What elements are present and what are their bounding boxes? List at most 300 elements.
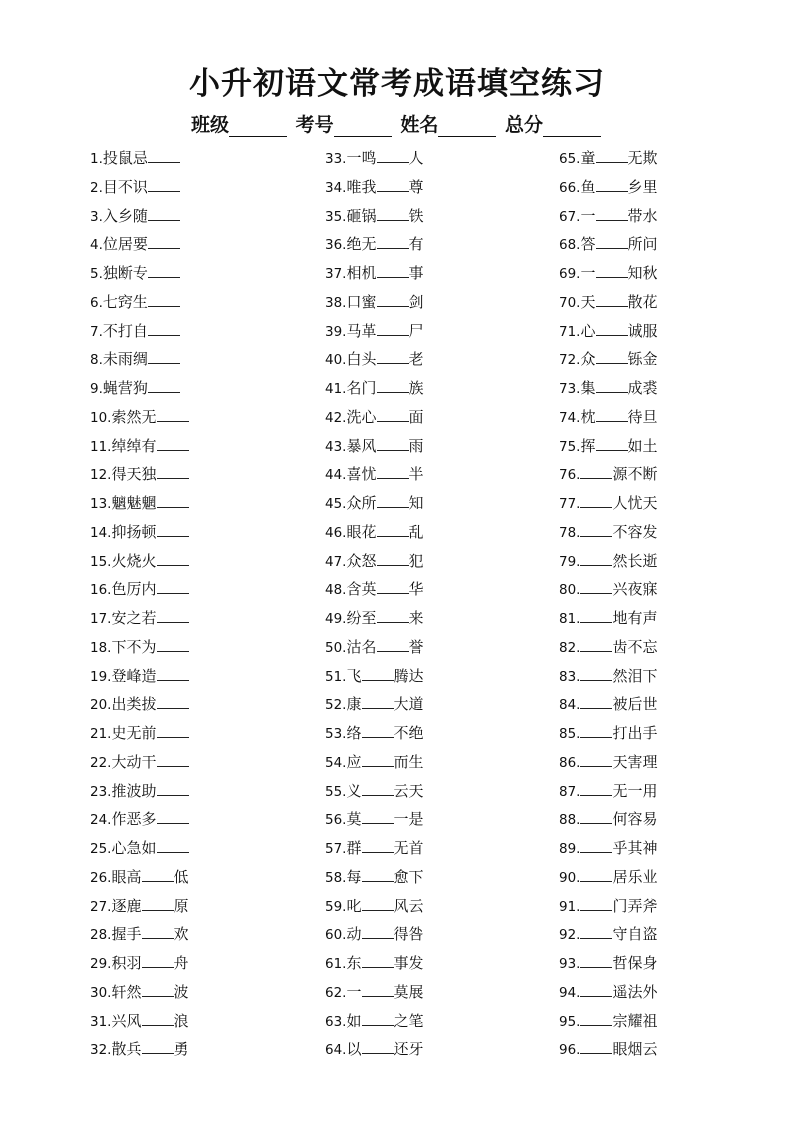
item-number: 23. (90, 783, 112, 800)
idiom-prefix: 眼花 (346, 522, 377, 541)
answer-blank[interactable] (142, 867, 174, 882)
idiom-suffix: 诚服 (627, 321, 658, 340)
idiom-item (90, 1009, 310, 1038)
idiom-suffix: 齿不忘 (612, 637, 658, 656)
answer-blank[interactable] (362, 953, 394, 968)
idiom-item (325, 779, 545, 808)
answer-blank[interactable] (377, 436, 409, 451)
item-number: 89. (559, 841, 581, 857)
idiom-item (559, 434, 779, 463)
idiom-item (90, 692, 310, 721)
idiom-item (90, 980, 310, 1009)
answer-blank[interactable] (142, 1011, 174, 1026)
item-number: 74. (559, 409, 581, 426)
idiom-prefix: 叱 (346, 896, 362, 915)
item-number: 65. (559, 151, 581, 167)
idiom-prefix: 每 (346, 867, 362, 886)
idiom-item (90, 347, 310, 376)
idiom-suffix: 眼烟云 (612, 1040, 658, 1059)
item-number: 1. (90, 151, 103, 167)
item-number: 87. (559, 783, 581, 800)
item-number: 96. (559, 1042, 581, 1059)
idiom-item (559, 721, 779, 750)
idiom-prefix: 康 (346, 695, 362, 714)
idiom-prefix: 兴风 (111, 1011, 142, 1030)
idiom-item (559, 692, 779, 721)
idiom-suffix: 来 (408, 609, 424, 627)
item-number: 79. (559, 553, 581, 570)
name-blank[interactable] (438, 118, 496, 137)
answer-blank[interactable] (377, 522, 409, 537)
idiom-suffix: 犯 (408, 551, 424, 570)
item-number: 73. (559, 381, 581, 397)
item-number: 55. (325, 783, 347, 800)
idiom-item (559, 750, 779, 779)
idiom-prefix: 目不识 (102, 177, 148, 196)
answer-blank[interactable] (362, 924, 394, 939)
item-number: 47. (325, 553, 347, 570)
total-score-blank[interactable] (543, 118, 601, 137)
item-number: 42. (325, 409, 347, 426)
idiom-item (325, 1009, 545, 1038)
idiom-prefix: 童 (580, 149, 596, 167)
answer-blank[interactable] (580, 723, 612, 738)
item-number: 80. (559, 582, 581, 599)
item-number: 16. (90, 582, 112, 599)
answer-blank[interactable] (377, 493, 409, 508)
idiom-suffix: 居乐业 (612, 867, 658, 886)
idiom-item (90, 951, 310, 980)
idiom-suffix: 无一用 (612, 781, 658, 800)
idiom-item (90, 577, 310, 606)
idiom-suffix: 地有声 (612, 609, 658, 627)
answer-blank[interactable] (362, 982, 394, 997)
idiom-suffix: 腾达 (393, 666, 424, 685)
idiom-prefix: 绝无 (346, 235, 377, 254)
idiom-suffix: 半 (408, 465, 424, 484)
item-number: 35. (325, 208, 347, 225)
answer-blank[interactable] (362, 1011, 394, 1026)
item-number: 25. (90, 841, 112, 857)
answer-blank[interactable] (580, 752, 612, 767)
item-number: 24. (90, 812, 112, 829)
item-number: 63. (325, 1013, 347, 1030)
answer-blank[interactable] (580, 809, 612, 824)
idiom-item (90, 922, 310, 951)
answer-blank[interactable] (377, 177, 409, 192)
answer-blank[interactable] (596, 436, 628, 451)
idiom-prefix: 飞 (346, 666, 362, 685)
idiom-suffix: 守自盗 (612, 925, 658, 944)
answer-blank[interactable] (580, 924, 612, 939)
question-column-2 (325, 146, 545, 1066)
item-number: 50. (325, 639, 347, 656)
idiom-prefix: 众怒 (346, 551, 377, 570)
idiom-prefix: 得天独 (111, 465, 157, 484)
answer-blank[interactable] (580, 867, 612, 882)
answer-blank[interactable] (142, 924, 174, 939)
answer-blank[interactable] (377, 637, 409, 652)
exam-number-label: 考号 (295, 114, 334, 136)
idiom-item (90, 807, 310, 836)
answer-blank[interactable] (362, 666, 394, 681)
item-number: 46. (325, 524, 347, 541)
idiom-prefix: 答 (580, 235, 596, 254)
idiom-suffix: 尊 (408, 177, 424, 196)
idiom-prefix: 轩然 (111, 982, 142, 1001)
idiom-item (559, 664, 779, 693)
idiom-item (325, 635, 545, 664)
answer-blank[interactable] (157, 752, 189, 767)
answer-blank[interactable] (580, 579, 612, 594)
idiom-item (90, 491, 310, 520)
idiom-item (325, 175, 545, 204)
idiom-suffix: 知秋 (627, 264, 658, 282)
answer-blank[interactable] (377, 206, 409, 221)
idiom-item (325, 232, 545, 261)
item-number: 8. (90, 352, 103, 369)
item-number: 44. (325, 467, 347, 484)
idiom-item (325, 606, 545, 635)
item-number: 93. (559, 956, 581, 972)
item-number: 56. (325, 812, 347, 829)
idiom-item (90, 204, 310, 233)
idiom-prefix: 独断专 (102, 264, 148, 282)
answer-blank[interactable] (596, 407, 628, 422)
idiom-suffix: 还牙 (393, 1040, 424, 1059)
answer-blank[interactable] (148, 292, 180, 307)
answer-blank[interactable] (157, 637, 189, 652)
answer-blank[interactable] (148, 263, 180, 278)
item-number: 52. (325, 697, 347, 714)
idiom-item (559, 175, 779, 204)
answer-blank[interactable] (157, 723, 189, 738)
answer-blank[interactable] (157, 551, 189, 566)
item-number: 18. (90, 639, 112, 656)
idiom-prefix: 天 (580, 292, 596, 311)
answer-blank[interactable] (362, 781, 394, 796)
answer-blank[interactable] (596, 263, 628, 278)
answer-blank[interactable] (377, 407, 409, 422)
answer-blank[interactable] (362, 896, 394, 911)
answer-blank[interactable] (377, 263, 409, 278)
idiom-suffix: 人忧天 (612, 494, 658, 512)
answer-blank[interactable] (362, 867, 394, 882)
idiom-item (90, 606, 310, 635)
answer-blank[interactable] (596, 321, 628, 336)
answer-blank[interactable] (148, 234, 180, 249)
item-number: 94. (559, 984, 581, 1001)
idiom-prefix: 含英 (346, 580, 377, 599)
idiom-item (90, 462, 310, 491)
idiom-prefix: 大动干 (111, 752, 157, 771)
idiom-item (90, 721, 310, 750)
idiom-suffix: 乱 (408, 522, 424, 541)
answer-blank[interactable] (377, 148, 409, 163)
idiom-prefix: 心急如 (111, 839, 157, 857)
answer-blank[interactable] (157, 407, 189, 422)
idiom-item (559, 1037, 779, 1066)
idiom-suffix: 面 (408, 407, 424, 426)
idiom-item (325, 520, 545, 549)
answer-blank[interactable] (377, 579, 409, 594)
idiom-prefix: 逐鹿 (111, 896, 142, 915)
idiom-suffix: 尸 (408, 321, 424, 340)
answer-blank[interactable] (362, 694, 394, 709)
item-number: 84. (559, 697, 581, 714)
item-number: 36. (325, 237, 347, 254)
idiom-item (559, 807, 779, 836)
answer-blank[interactable] (157, 809, 189, 824)
idiom-prefix: 作恶多 (111, 810, 157, 829)
answer-blank[interactable] (362, 838, 394, 853)
answer-blank[interactable] (580, 1039, 612, 1054)
answer-blank[interactable] (580, 608, 612, 623)
name-label: 姓名 (400, 114, 439, 136)
idiom-prefix: 不打自 (102, 321, 148, 340)
idiom-item (90, 635, 310, 664)
answer-blank[interactable] (157, 579, 189, 594)
idiom-suffix: 无首 (393, 839, 424, 857)
answer-blank[interactable] (157, 493, 189, 508)
answer-blank[interactable] (377, 464, 409, 479)
answer-blank[interactable] (580, 493, 612, 508)
answer-blank[interactable] (596, 349, 628, 364)
item-number: 90. (559, 869, 581, 886)
answer-blank[interactable] (377, 234, 409, 249)
idiom-suffix: 老 (408, 350, 424, 369)
idiom-suffix: 低 (173, 867, 189, 886)
item-number: 37. (325, 266, 347, 282)
answer-blank[interactable] (596, 378, 628, 393)
idiom-item (325, 865, 545, 894)
item-number: 88. (559, 812, 581, 829)
item-number: 28. (90, 927, 112, 944)
idiom-item (559, 922, 779, 951)
answer-blank[interactable] (580, 637, 612, 652)
item-number: 57. (325, 841, 347, 857)
idiom-item (559, 261, 779, 290)
idiom-suffix: 原 (173, 896, 189, 915)
item-number: 85. (559, 726, 581, 742)
answer-blank[interactable] (157, 666, 189, 681)
idiom-prefix: 安之若 (111, 609, 157, 627)
idiom-suffix: 兴夜寐 (612, 580, 658, 599)
idiom-item (325, 577, 545, 606)
answer-blank[interactable] (580, 896, 612, 911)
answer-blank[interactable] (377, 321, 409, 336)
item-number: 4. (90, 237, 103, 254)
idiom-item (325, 290, 545, 319)
answer-blank[interactable] (148, 206, 180, 221)
answer-blank[interactable] (148, 378, 180, 393)
item-number: 43. (325, 438, 347, 455)
answer-blank[interactable] (580, 781, 612, 796)
idiom-item (559, 549, 779, 578)
idiom-item (325, 807, 545, 836)
answer-blank[interactable] (580, 953, 612, 968)
answer-blank[interactable] (362, 752, 394, 767)
idiom-suffix: 遥法外 (612, 982, 658, 1001)
answer-blank[interactable] (157, 522, 189, 537)
idiom-prefix: 纷至 (346, 609, 377, 627)
idiom-item (559, 232, 779, 261)
item-number: 45. (325, 496, 347, 512)
answer-blank[interactable] (148, 349, 180, 364)
answer-blank[interactable] (596, 292, 628, 307)
answer-blank[interactable] (580, 464, 612, 479)
idiom-suffix: 成裘 (627, 379, 658, 397)
answer-blank[interactable] (377, 378, 409, 393)
item-number: 14. (90, 524, 112, 541)
answer-blank[interactable] (148, 148, 180, 163)
class-blank[interactable] (229, 118, 287, 137)
idiom-prefix: 投鼠忌 (102, 149, 148, 167)
idiom-prefix: 如 (346, 1011, 362, 1030)
idiom-prefix: 火烧火 (111, 551, 157, 570)
idiom-suffix: 不绝 (393, 724, 424, 742)
idiom-suffix: 族 (408, 379, 424, 397)
idiom-suffix: 莫展 (393, 982, 424, 1001)
answer-blank[interactable] (362, 1039, 394, 1054)
answer-blank[interactable] (596, 206, 628, 221)
idiom-prefix: 挥 (580, 436, 596, 455)
idiom-item (325, 836, 545, 865)
exam-number-blank[interactable] (334, 118, 392, 137)
item-number: 95. (559, 1013, 581, 1030)
item-number: 71. (559, 323, 581, 340)
idiom-item (559, 577, 779, 606)
item-number: 38. (325, 294, 347, 311)
idiom-item (90, 319, 310, 348)
item-number: 62. (325, 984, 347, 1001)
idiom-suffix: 宗耀祖 (612, 1011, 658, 1030)
idiom-prefix: 积羽 (111, 954, 142, 972)
idiom-prefix: 眼高 (111, 867, 142, 886)
item-number: 82. (559, 639, 581, 656)
answer-blank[interactable] (157, 781, 189, 796)
idiom-item (559, 951, 779, 980)
idiom-suffix: 待旦 (627, 407, 658, 426)
answer-blank[interactable] (596, 148, 628, 163)
idiom-prefix: 登峰造 (111, 666, 157, 685)
idiom-item (90, 865, 310, 894)
answer-blank[interactable] (142, 1039, 174, 1054)
answer-blank[interactable] (596, 177, 628, 192)
idiom-item (559, 865, 779, 894)
answer-blank[interactable] (377, 608, 409, 623)
answer-blank[interactable] (148, 177, 180, 192)
answer-blank[interactable] (377, 349, 409, 364)
idiom-suffix: 乎其神 (612, 839, 658, 857)
idiom-item (90, 894, 310, 923)
idiom-item (559, 779, 779, 808)
idiom-item (90, 405, 310, 434)
idiom-prefix: 七窍生 (102, 292, 148, 311)
idiom-item (325, 692, 545, 721)
idiom-item (325, 980, 545, 1009)
answer-blank[interactable] (142, 896, 174, 911)
answer-blank[interactable] (580, 522, 612, 537)
answer-blank[interactable] (580, 551, 612, 566)
total-score-label: 总分 (504, 114, 543, 136)
idiom-item (559, 347, 779, 376)
answer-blank[interactable] (142, 953, 174, 968)
idiom-item (90, 290, 310, 319)
answer-blank[interactable] (157, 436, 189, 451)
idiom-suffix: 源不断 (612, 465, 658, 484)
answer-blank[interactable] (157, 608, 189, 623)
idiom-prefix: 络 (346, 724, 362, 742)
idiom-prefix: 以 (346, 1040, 362, 1059)
idiom-item (325, 376, 545, 405)
answer-blank[interactable] (580, 1011, 612, 1026)
idiom-prefix: 众 (580, 350, 596, 369)
idiom-suffix: 无欺 (627, 149, 658, 167)
item-number: 40. (325, 352, 347, 369)
idiom-suffix: 被后世 (612, 695, 658, 714)
item-number: 29. (90, 956, 112, 972)
item-number: 53. (325, 726, 347, 742)
answer-blank[interactable] (580, 982, 612, 997)
idiom-suffix: 事发 (393, 954, 424, 972)
item-number: 91. (559, 898, 581, 915)
item-number: 66. (559, 179, 581, 196)
idiom-item (559, 204, 779, 233)
idiom-item (559, 462, 779, 491)
answer-blank[interactable] (157, 464, 189, 479)
idiom-prefix: 抑扬顿 (111, 522, 157, 541)
idiom-prefix: 集 (580, 379, 596, 397)
idiom-prefix: 史无前 (111, 724, 157, 742)
answer-blank[interactable] (377, 292, 409, 307)
idiom-prefix: 握手 (111, 925, 142, 944)
idiom-suffix: 如土 (627, 436, 658, 455)
idiom-suffix: 风云 (393, 896, 424, 915)
idiom-suffix: 之笔 (393, 1011, 424, 1030)
answer-blank[interactable] (580, 838, 612, 853)
item-number: 76. (559, 467, 581, 484)
idiom-suffix: 得咎 (393, 925, 424, 944)
answer-blank[interactable] (580, 694, 612, 709)
item-number: 81. (559, 611, 581, 627)
answer-blank[interactable] (157, 838, 189, 853)
idiom-prefix: 白头 (346, 350, 377, 369)
answer-blank[interactable] (580, 666, 612, 681)
item-number: 20. (90, 697, 112, 714)
idiom-item (559, 635, 779, 664)
item-number: 72. (559, 352, 581, 369)
idiom-item (90, 376, 310, 405)
idiom-prefix: 群 (346, 839, 362, 857)
answer-blank[interactable] (157, 694, 189, 709)
item-number: 64. (325, 1042, 347, 1059)
idiom-item (559, 894, 779, 923)
idiom-item (325, 750, 545, 779)
answer-blank[interactable] (377, 551, 409, 566)
answer-blank[interactable] (362, 723, 394, 738)
idiom-item (559, 1009, 779, 1038)
answer-blank[interactable] (362, 809, 394, 824)
answer-blank[interactable] (142, 982, 174, 997)
answer-blank[interactable] (148, 321, 180, 336)
student-info-row (0, 110, 794, 137)
idiom-prefix: 一 (580, 264, 596, 282)
idiom-item (559, 606, 779, 635)
idiom-prefix: 喜忧 (346, 465, 377, 484)
idiom-prefix: 相机 (346, 264, 377, 282)
answer-blank[interactable] (596, 234, 628, 249)
